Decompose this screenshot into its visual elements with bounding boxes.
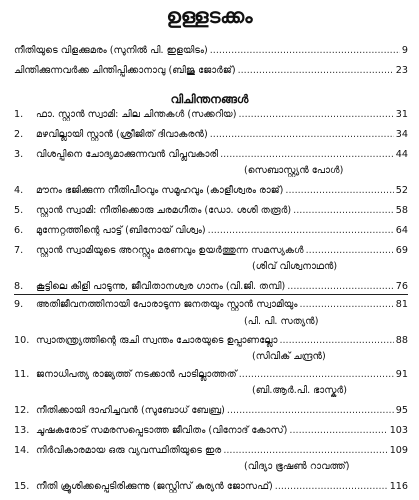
toc-entry-text: കൂട്ടിലെ കിളി പാടുന്നു, ജീവിതാനശ്വര ഗാനം (വി.ജി. തമ്പി)	[36, 281, 286, 292]
toc-entry-number: 8.	[14, 281, 24, 292]
toc-entry-text: സ്റ്റാൻ സ്വാമിയുടെ അറസ്റ്റും മരണവും ഉയർത്തുന്ന സമസ്യകൾ	[36, 245, 304, 256]
toc-entry[interactable]	[14, 480, 408, 494]
toc-entry-number: 5.	[14, 205, 24, 216]
toc-page-number: 31	[395, 109, 408, 120]
toc-leader-dots	[238, 64, 394, 78]
toc-entry-attribution: (വിദ്യാ ഭൂഷൺ റാവത്ത്)	[244, 461, 350, 472]
divider	[14, 294, 408, 295]
toc-page-number: 58	[395, 205, 408, 216]
toc-leader-dots	[289, 424, 387, 438]
toc-leader-dots	[275, 480, 388, 494]
toc-entry[interactable]	[14, 424, 408, 438]
toc-entry-text: അതിജീവനത്തിനായി പോരാടുന്ന ജനതയും സ്റ്റാൻ സ്വാമിയും	[36, 299, 298, 310]
toc-page-number: 91	[395, 369, 408, 380]
toc-leader-dots	[220, 148, 394, 162]
toc-entry-text: മുന്നേറ്റത്തിന്റെ പാട്ട് (ബിനോയ് വിശ്വം)	[36, 225, 206, 236]
toc-leader-dots	[210, 128, 394, 142]
toc-entry-text: നീതി ക്രൂശിക്കപ്പെടിരിക്കുന്നു (ജസ്റ്റിസ് കുര്യൻ ജോസഫ്)	[36, 481, 273, 492]
toc-leader-dots	[238, 108, 393, 122]
toc-entry-attribution: (ശിവ് വിശ്വനാഥൻ)	[252, 261, 338, 272]
toc-entry-text: മൗനം ഭജിക്കുന്ന നീതിപീഠവും സമൂഹവും (കാളീശ്വരം രാജ്)	[36, 185, 284, 196]
toc-entry[interactable]	[14, 204, 408, 218]
toc-entry[interactable]	[14, 404, 408, 418]
toc-leader-dots	[285, 184, 393, 198]
toc-leader-dots	[227, 404, 394, 418]
toc-page-number: 103	[389, 425, 408, 436]
toc-entry[interactable]	[14, 298, 408, 312]
toc-entry-number: 14.	[14, 445, 30, 456]
toc-entry-number: 2.	[14, 129, 24, 140]
toc-entry[interactable]	[14, 244, 408, 258]
toc-leader-dots	[208, 224, 394, 238]
toc-leader-dots	[239, 368, 394, 382]
section-heading: വിചിന്തനങ്ങൾ	[170, 92, 249, 106]
toc-page-number: 81	[395, 299, 408, 310]
toc-leader-dots	[223, 444, 387, 458]
toc-front-item[interactable]	[14, 64, 408, 78]
toc-page-number: 109	[389, 445, 408, 456]
toc-entry-number: 15.	[14, 481, 30, 492]
toc-page-number: 23	[395, 65, 408, 76]
toc-page-number: 88	[395, 335, 408, 346]
toc-entry[interactable]	[14, 224, 408, 238]
toc-entry-number: 9.	[14, 299, 24, 310]
toc-entry[interactable]	[14, 184, 408, 198]
toc-entry-number: 11.	[14, 369, 30, 380]
toc-entry[interactable]	[14, 280, 408, 294]
toc-entry[interactable]	[14, 108, 408, 122]
toc-page-number: 34	[395, 129, 408, 140]
toc-entry-attribution: (ബി.ആർ.പി. ഭാസ്കർ)	[252, 385, 347, 396]
toc-entry-text: നിർവികാരമായ ഒരു വ്യവസ്ഥിതിയുടെ ഇര	[36, 445, 222, 456]
toc-front-item[interactable]	[14, 44, 408, 58]
toc-leader-dots	[293, 204, 394, 218]
toc-front-text: ചിന്തിക്കുന്നവർക്ക ചിന്തിപ്പിക്കാനാവു (ബിജു ജോർജ്)	[14, 65, 236, 76]
page-title: ഉള്ളടക്കം	[166, 4, 253, 28]
toc-page-number: 9	[401, 45, 408, 56]
toc-entry-text: സ്വാതന്ത്ര്യത്തിന്റെ രുചി സ്വന്തം ചോരയുടെ ഉപ്പാണല്ലോ	[36, 335, 278, 346]
toc-entry-number: 6.	[14, 225, 24, 236]
toc-entry[interactable]	[14, 334, 408, 348]
toc-entry[interactable]	[14, 444, 408, 458]
toc-page-number: 64	[395, 225, 408, 236]
toc-entry[interactable]	[14, 148, 408, 162]
toc-entry-text: ഫാ. സ്റ്റാൻ സ്വാമി: ചില ചിന്തകൾ (സക്കറിയ)	[36, 109, 237, 120]
toc-entry-attribution: (സെബാസ്റ്റ്യൻ പോൾ)	[244, 165, 344, 176]
toc-entry-text: സ്റ്റാൻ സ്വാമി: നീതിക്കൊരു ചരമഗീതം (ഡോ. ശശി തരൂർ)	[36, 205, 292, 216]
toc-entry-number: 12.	[14, 405, 30, 416]
toc-page-number: 76	[395, 281, 408, 292]
toc-entry-text: മഴവില്ലായി സ്റ്റാൻ (ശ്രീജിത് ദിവാകരൻ)	[36, 129, 208, 140]
toc-page-number: 44	[395, 149, 408, 160]
toc-front-text: നീതിയുടെ വിളക്കുമരം (സുനിൽ പി. ഇളയിടം)	[14, 45, 208, 56]
toc-entry-text: നീതിക്കായി ദാഹിച്ചവൻ (സുബോധ് ബേബ്ര)	[36, 405, 225, 416]
toc-entry-number: 4.	[14, 185, 24, 196]
toc-leader-dots	[279, 334, 393, 348]
toc-entry-number: 7.	[14, 245, 24, 256]
toc-leader-dots	[287, 280, 394, 294]
toc-page-number: 116	[389, 481, 408, 492]
toc-entry[interactable]	[14, 368, 408, 382]
toc-entry-attribution: (പി. പി. സത്യൻ)	[244, 316, 319, 327]
toc-entry[interactable]	[14, 128, 408, 142]
toc-entry-attribution: (സിവിക് ചന്ദ്രൻ)	[252, 351, 326, 362]
toc-entry-number: 13.	[14, 425, 30, 436]
toc-entry-number: 10.	[14, 335, 30, 346]
toc-entry-text: ജനാധിപത്യ രാജ്യത്ത് നടക്കാൻ പാടില്ലാത്തത്	[36, 369, 237, 380]
toc-entry-number: 1.	[14, 109, 24, 120]
toc-page-number: 95	[395, 405, 408, 416]
toc-leader-dots	[210, 44, 400, 58]
toc-leader-dots	[300, 298, 394, 312]
toc-entry-text: ചൂഷകരോട് സമരസപ്പെടാത്ത ജീവിതം (വിനോദ് കോസ്)	[36, 425, 288, 436]
toc-leader-dots	[306, 244, 394, 258]
toc-page-number: 69	[395, 245, 408, 256]
toc-page-number: 52	[395, 185, 408, 196]
toc-entry-text: വിശപ്പിനെ ചോദ്യമാക്കുന്നവൻ വിപ്ലവകാരി	[36, 149, 219, 160]
toc-entry-number: 3.	[14, 149, 24, 160]
